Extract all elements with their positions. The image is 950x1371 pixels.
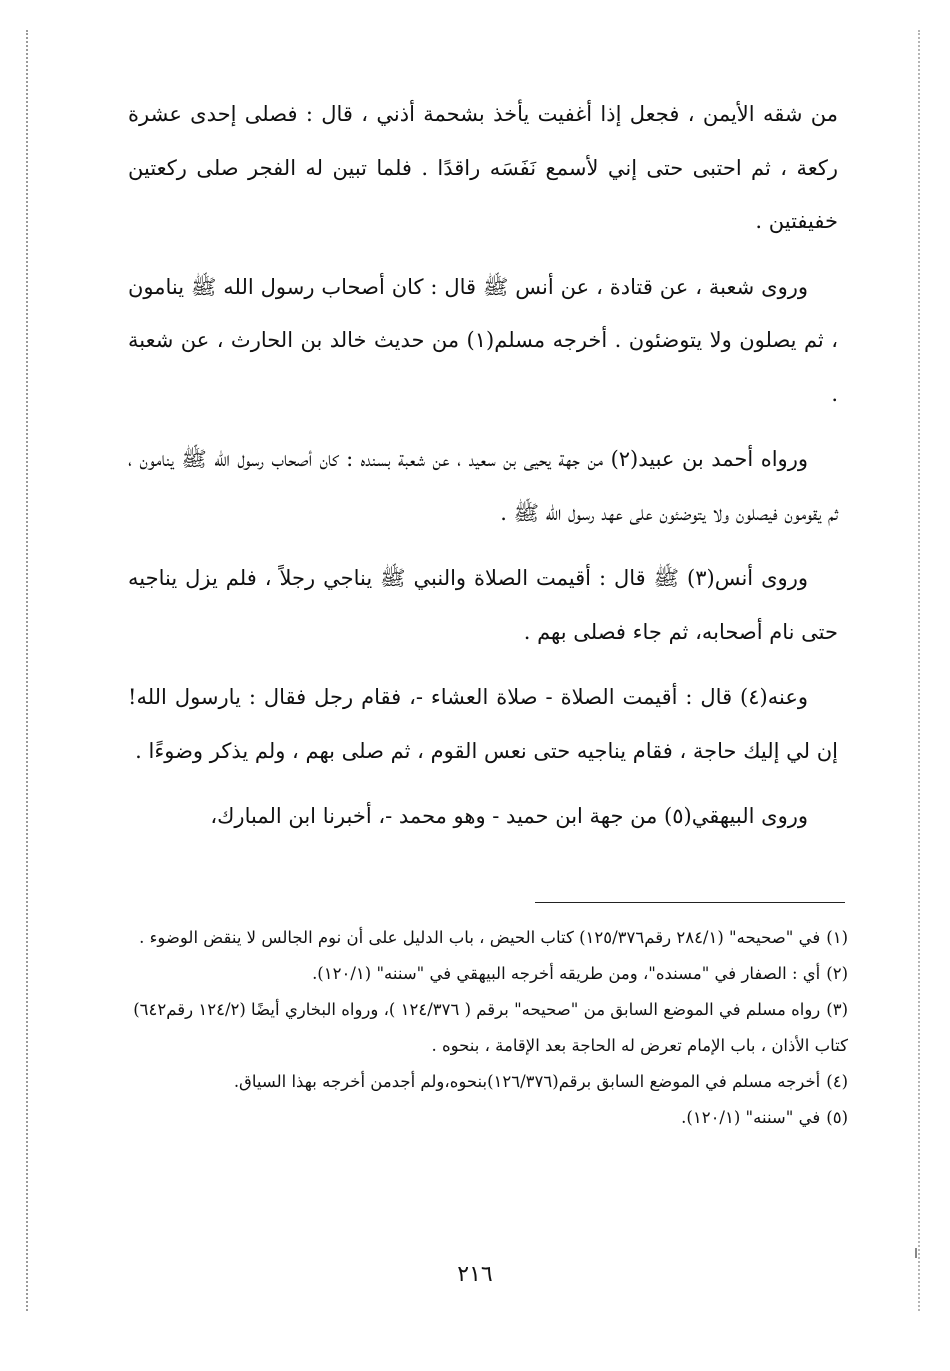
footnote-4 bbox=[130, 1064, 848, 1100]
footnote-text: أخرجه مسلم في الموضع السابق برقم(١٢٦/٣٧٦)بنحوه،ولم أجدمن أخرجه بهذا السياق. bbox=[233, 1072, 821, 1091]
footnote-1 bbox=[130, 920, 848, 956]
footnote-number: (٥) bbox=[826, 1108, 848, 1127]
footnote-text: رواه مسلم في الموضع السابق من "صحيحه" برقم ( ١٢٤/٣٧٦ )، ورواه البخاري أيضًا (١٢٤/٢ رقم٦٤٢) كتاب الأذان ، باب الإمام تعرض له الحاجة بعد الإقامة ، بنحوه . bbox=[133, 1000, 848, 1055]
paragraph-1: من شقه الأيمن ، فجعل إذا أغفيت يأخذ بشحمة أذني ، قال : فصلى إحدى عشرة ركعة ، ثم احتبى حتى إني لأسمع نَفَسَه راقدًا . فلما تبين له الفجر صلى ركعتين خفيفتين . bbox=[128, 102, 838, 233]
footnote-text: في "صحيحه" (٢٨٤/١ رقم١٢٥/٣٧٦) كتاب الحيض ، باب الدليل على أن نوم الجالس لا ينقض الوضوء . bbox=[139, 928, 821, 947]
page-number: ٢١٦ bbox=[457, 1262, 493, 1287]
scan-speck bbox=[915, 1248, 917, 1258]
footnote-text: أي : الصفار في "مسنده"، ومن طريقه أخرجه البيهقي في "سننه" (١٢٠/١). bbox=[312, 964, 821, 983]
footnote-3 bbox=[130, 992, 848, 1064]
footnote-2 bbox=[130, 956, 848, 992]
footnote-number: (١) bbox=[826, 928, 848, 947]
scan-edge-left bbox=[26, 30, 28, 1311]
footnote-5 bbox=[130, 1100, 848, 1136]
footnotes bbox=[130, 920, 848, 1136]
footnote-number: (٢) bbox=[826, 964, 848, 983]
paragraph-2: وروى شعبة ، عن قتادة ، عن أنس ﷺ قال : كان أصحاب رسول الله ﷺ ينامون ، ثم يصلون ولا يتوضئون . أخرجه مسلم(١) من حديث خالد بن الحارث ، عن شعبة . bbox=[128, 274, 838, 406]
main-text bbox=[128, 88, 838, 856]
footnote-number: (٣) bbox=[826, 1000, 848, 1019]
paragraph-4: وروى أنس(٣) ﷺ قال : أقيمت الصلاة والنبي ﷺ يناجي رجلاً ، فلم يزل يناجيه حتى نام أصحابه، ثم جاء فصلى بهم . bbox=[128, 566, 838, 644]
footnote-separator bbox=[535, 902, 845, 903]
paragraph-3: ورواه أحمد بن عبيد(٢) من جهة يحيى بن سعيد ، عن شعبة بسنده : كان أصحاب رسول الله ﷺ ينامون ، ثم يقومون فيصلون ولا يتوضئون على عهد رسول الله ﷺ . bbox=[128, 447, 838, 525]
paragraph-6: وروى البيهقي(٥) من جهة ابن حميد - وهو محمد -، أخبرنا ابن المبارك، bbox=[210, 804, 808, 828]
scan-edge-right bbox=[918, 30, 920, 1311]
footnote-number: (٤) bbox=[826, 1072, 848, 1091]
footnote-text: في "سننه" (١٢٠/١). bbox=[681, 1108, 821, 1127]
paragraph-5: وعنه(٤) قال : أقيمت الصلاة - صلاة العشاء -، فقام رجل فقال : يارسول الله! إن لي إليك حاجة ، فقام يناجيه حتى نعس القوم ، ثم صلى بهم ، ولم يذكر وضوءًا . bbox=[128, 685, 838, 763]
